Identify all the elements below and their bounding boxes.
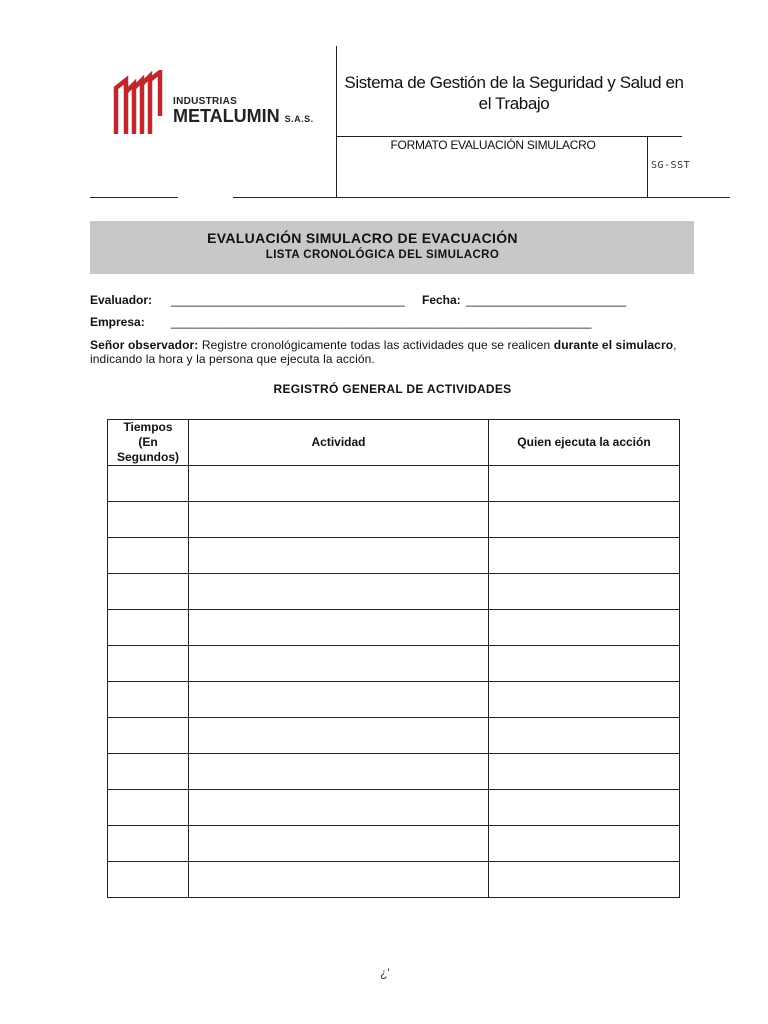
activity-cell[interactable] (189, 790, 489, 826)
system-title: Sistema de Gestión de la Seguridad y Salud en el Trabajo (344, 73, 684, 113)
register-title: REGISTRÓ GENERAL DE ACTIVIDADES (273, 382, 512, 396)
time-cell[interactable] (108, 718, 189, 754)
fecha-label: Fecha: (422, 293, 461, 307)
banner-subtitle: LISTA CRONOLÓGICA DEL SIMULACRO (265, 249, 500, 261)
time-cell[interactable] (108, 502, 189, 538)
instructions-lead: Señor observador: (90, 338, 199, 352)
column-header-tiempos: Tiempos (En Segundos) (108, 420, 189, 466)
header-divider-vertical-right (647, 136, 648, 198)
time-cell[interactable] (108, 646, 189, 682)
table-row (108, 538, 680, 574)
fecha-field[interactable]: ________________________ (466, 293, 627, 307)
instructions-text-1: Registre cronológicamente todas las actividades que se realicen (198, 338, 554, 352)
performer-cell[interactable] (489, 502, 680, 538)
time-cell[interactable] (108, 826, 189, 862)
performer-cell[interactable] (489, 718, 680, 754)
logo-company-suffix: S.A.S. (284, 114, 314, 124)
performer-cell[interactable] (489, 754, 680, 790)
empresa-label: Empresa: (90, 315, 145, 329)
activity-cell[interactable] (189, 610, 489, 646)
time-cell[interactable] (108, 610, 189, 646)
time-cell[interactable] (108, 574, 189, 610)
activity-cell[interactable] (189, 754, 489, 790)
table-row (108, 610, 680, 646)
time-cell[interactable] (108, 682, 189, 718)
performer-cell[interactable] (489, 466, 680, 502)
table-row (108, 502, 680, 538)
time-cell[interactable] (108, 754, 189, 790)
header-bottom-line-2 (233, 197, 730, 198)
evaluador-label: Evaluador: (90, 293, 153, 307)
logo-company-name: METALUMIN (173, 106, 280, 126)
time-cell[interactable] (108, 790, 189, 826)
table-row (108, 466, 680, 502)
activity-cell[interactable] (189, 826, 489, 862)
activity-cell[interactable] (189, 466, 489, 502)
table-row (108, 862, 680, 898)
performer-cell[interactable] (489, 610, 680, 646)
instructions-text-2: , indicando la hora y la persona que ejecuta la acción. (90, 338, 677, 366)
instructions-paragraph (90, 338, 710, 366)
document-code: SG-SST (651, 160, 691, 171)
instructions-emphasis: durante el simulacro (553, 338, 674, 352)
table-header-row (108, 420, 680, 466)
activity-cell[interactable] (189, 718, 489, 754)
logo-company-line1: INDUSTRIAS (173, 96, 238, 107)
time-cell[interactable] (108, 466, 189, 502)
performer-cell[interactable] (489, 574, 680, 610)
table-row (108, 790, 680, 826)
empresa-field[interactable]: _______________________________________________________________ (171, 315, 592, 329)
activities-table (107, 419, 680, 898)
logo-company-line2 (173, 106, 314, 127)
time-cell[interactable] (108, 862, 189, 898)
evaluador-field[interactable]: ___________________________________ (171, 293, 405, 307)
banner-title: EVALUACIÓN SIMULACRO DE EVACUACIÓN (207, 230, 518, 246)
performer-cell[interactable] (489, 682, 680, 718)
header-divider-horizontal-mid (336, 136, 682, 137)
column-header-quien: Quien ejecuta la acción (489, 420, 680, 466)
activity-cell[interactable] (189, 574, 489, 610)
table-row (108, 754, 680, 790)
performer-cell[interactable] (489, 826, 680, 862)
format-title: FORMATO EVALUACIÓN SIMULACRO (390, 138, 596, 152)
header-divider-vertical-left (336, 46, 337, 198)
time-cell[interactable] (108, 538, 189, 574)
table-row (108, 718, 680, 754)
performer-cell[interactable] (489, 538, 680, 574)
table-row (108, 646, 680, 682)
performer-cell[interactable] (489, 790, 680, 826)
table-row (108, 574, 680, 610)
section-banner (90, 221, 694, 274)
table-row (108, 682, 680, 718)
table-row (108, 826, 680, 862)
performer-cell[interactable] (489, 862, 680, 898)
activity-cell[interactable] (189, 682, 489, 718)
column-header-actividad: Actividad (189, 420, 489, 466)
activity-cell[interactable] (189, 862, 489, 898)
activity-cell[interactable] (189, 502, 489, 538)
footer-mark: ¿' (380, 966, 390, 980)
header-bottom-line-1 (90, 197, 178, 198)
activity-cell[interactable] (189, 646, 489, 682)
activity-cell[interactable] (189, 538, 489, 574)
performer-cell[interactable] (489, 646, 680, 682)
